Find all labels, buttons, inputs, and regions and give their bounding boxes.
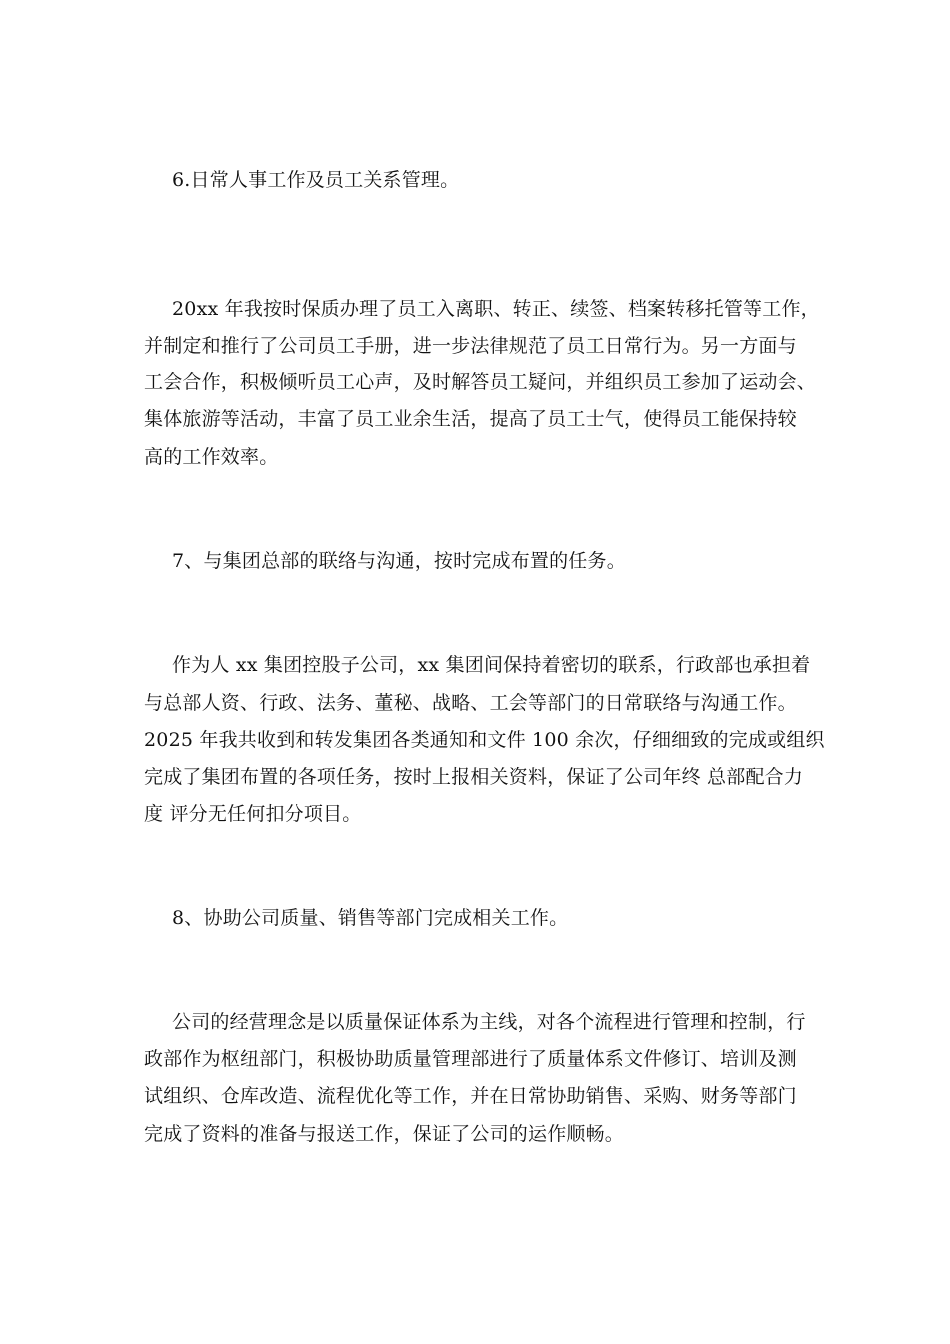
paragraph-line: 集体旅游等活动，丰富了员工业余生活，提高了员工士气，使得员工能保持较 [144, 408, 797, 430]
section-heading-7: 7、与集团总部的联络与沟通，按时完成布置的任务。 [172, 550, 626, 572]
paragraph-line: 完成了资料的准备与报送工作，保证了公司的运作顺畅。 [144, 1123, 625, 1145]
paragraph-line: 度 评分无任何扣分项目。 [144, 803, 362, 825]
paragraph-line: 与总部人资、行政、法务、董秘、战略、工会等部门的日常联络与沟通工作。 [144, 692, 797, 714]
paragraph-line: 高的工作效率。 [144, 446, 279, 468]
paragraph-line: 20xx 年我按时保质办理了员工入离职、转正、续签、档案转移托管等工作， [172, 298, 820, 320]
paragraph-line: 并制定和推行了公司员工手册，进一步法律规范了员工日常行为。另一方面与 [144, 335, 797, 357]
paragraph-line: 试组织、仓库改造、流程优化等工作，并在日常协助销售、采购、财务等部门 [144, 1085, 797, 1107]
section-heading-8: 8、协助公司质量、销售等部门完成相关工作。 [172, 907, 569, 929]
paragraph-line: 工会合作，积极倾听员工心声，及时解答员工疑问，并组织员工参加了运动会、 [144, 371, 817, 393]
section-heading-6: 6.日常人事工作及员工关系管理。 [172, 169, 460, 191]
paragraph-line: 政部作为枢纽部门，积极协助质量管理部进行了质量体系文件修订、培训及测 [144, 1048, 797, 1070]
paragraph-line: 2025 年我共收到和转发集团各类通知和文件 100 余次，仔细细致的完成或组织 [144, 729, 825, 751]
paragraph-line: 完成了集团布置的各项任务，按时上报相关资料，保证了公司年终 总部配合力 [144, 766, 804, 788]
paragraph-line: 公司的经营理念是以质量保证体系为主线，对各个流程进行管理和控制，行 [172, 1011, 806, 1033]
paragraph-line: 作为人 xx 集团控股子公司，xx 集团间保持着密切的联系，行政部也承担着 [172, 654, 811, 676]
